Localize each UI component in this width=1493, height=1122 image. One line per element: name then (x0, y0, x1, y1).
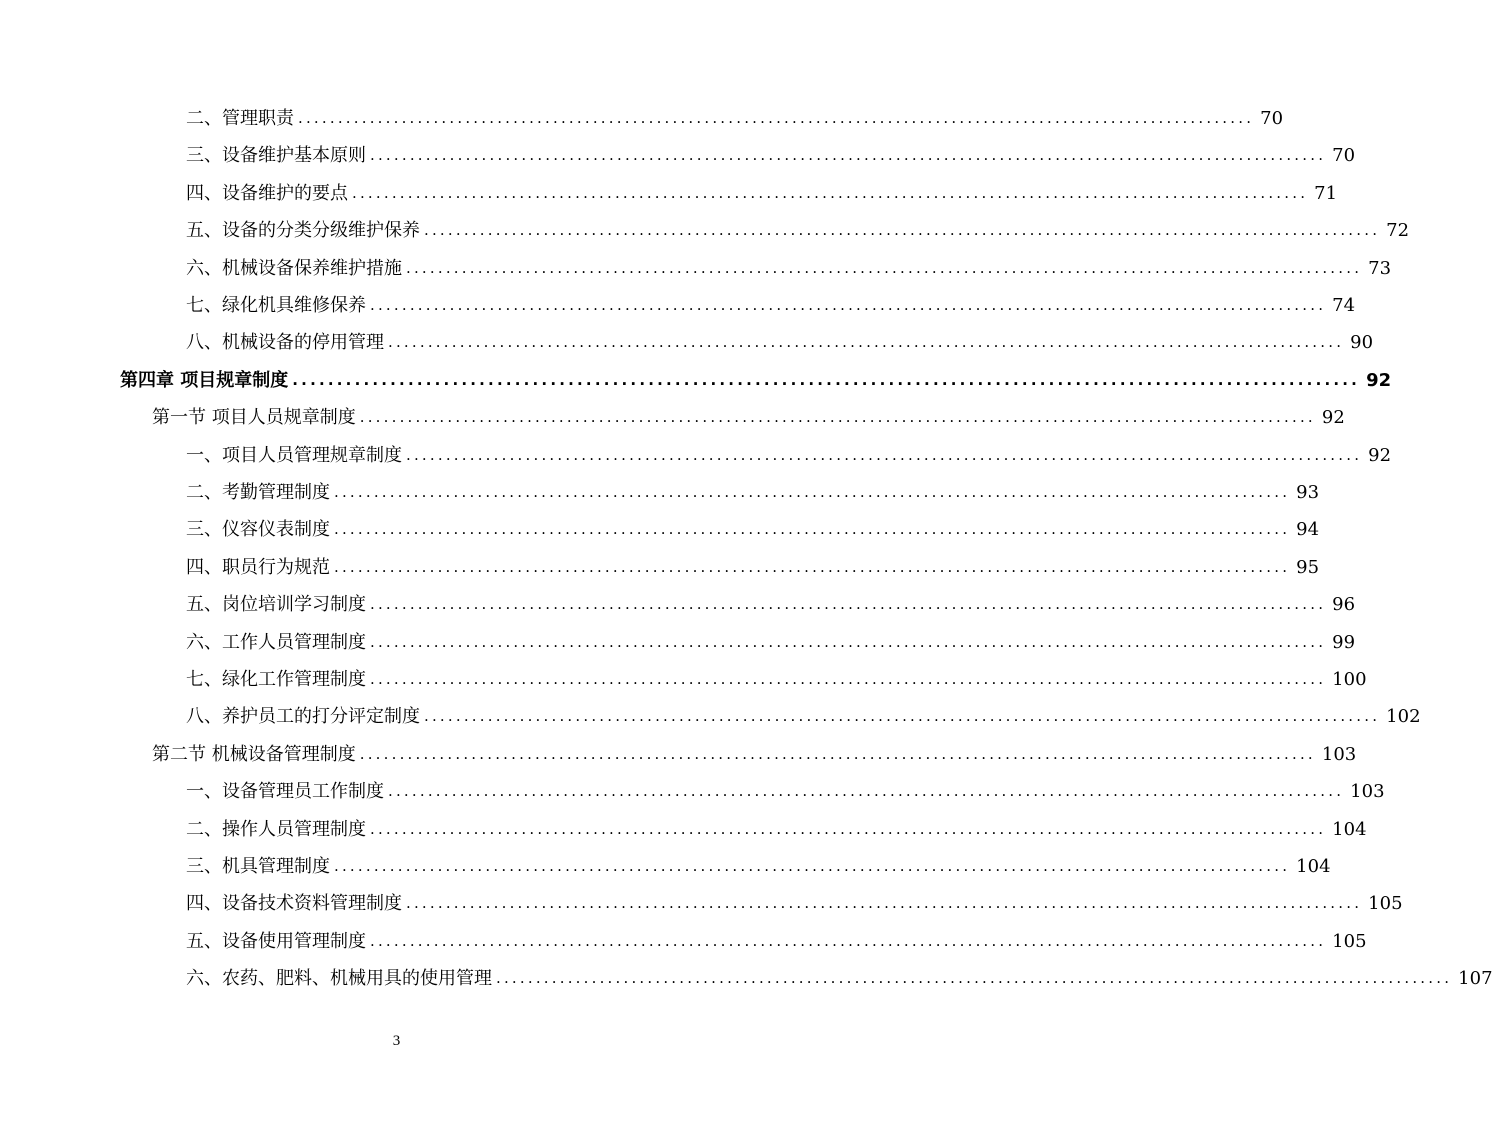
toc-entry-title: 二、考勤管理制度 (186, 482, 330, 503)
toc-entry-page: 103 (1321, 743, 1357, 765)
toc-item-entry[interactable] (186, 624, 1356, 661)
dot-leader: ........................................................................................................................ (424, 707, 1381, 726)
toc-entry-title: 八、机械设备的停用管理 (186, 332, 384, 354)
toc-item-entry[interactable] (186, 175, 1338, 212)
toc-entry-title: 五、设备使用管理制度 (186, 930, 366, 952)
toc-entry-title: 六、机械设备保养维护措施 (186, 257, 402, 279)
page-number: 3 (392, 1033, 401, 1049)
toc-item-entry[interactable] (186, 923, 1367, 960)
toc-entry-title: 四、设备维护的要点 (186, 182, 348, 204)
toc-entry-page: 105 (1368, 893, 1403, 915)
toc-entry-title: 三、机具管理制度 (186, 856, 330, 877)
dot-leader: ........................................................................................................................ (406, 894, 1363, 913)
toc-entry-title: 二、操作人员管理制度 (186, 818, 366, 840)
dot-leader: ........................................................................................................................ (334, 520, 1291, 539)
toc-entry-title: 四、职员行为规范 (186, 556, 330, 578)
dot-leader: ........................................................................................................................ (352, 183, 1309, 202)
toc-item-entry[interactable] (186, 100, 1284, 137)
toc-item-entry[interactable] (186, 324, 1374, 361)
toc-entry-title: 六、工作人员管理制度 (186, 631, 366, 653)
toc-item-entry[interactable] (186, 661, 1367, 698)
toc-entry-title: 一、设备管理员工作制度 (186, 781, 384, 803)
dot-leader: ........................................................................................................................ (406, 445, 1363, 464)
toc-entry-title: 一、项目人员管理规章制度 (186, 444, 402, 466)
toc-item-entry[interactable] (186, 811, 1367, 848)
dot-leader: ........................................................................................................................ (424, 221, 1381, 240)
toc-entry-title: 六、农药、肥料、机械用具的使用管理 (186, 968, 492, 990)
dot-leader: ........................................................................................................................ (298, 109, 1255, 127)
toc-item-entry[interactable] (186, 586, 1356, 623)
dot-leader: ........................................................................................................................ (334, 483, 1291, 501)
toc-entry-title: 八、养护员工的打分评定制度 (186, 706, 420, 728)
toc-item-entry[interactable] (186, 437, 1392, 474)
dot-leader: ........................................................................................................................ (370, 670, 1327, 688)
toc-entry-title: 三、设备维护基本原则 (186, 145, 366, 167)
toc-entry-title: 三、仪容仪表制度 (186, 519, 330, 541)
toc-entry-page: 71 (1314, 182, 1338, 204)
toc-entry-page: 90 (1350, 332, 1374, 354)
toc-section-entry[interactable] (152, 399, 1345, 436)
toc-entry-title: 五、岗位培训学习制度 (186, 594, 366, 616)
toc-entry-page: 104 (1332, 818, 1367, 840)
toc-entry-page: 94 (1296, 519, 1320, 541)
dot-leader: ........................................................................................................................ (334, 557, 1291, 576)
dot-leader: ........................................................................................................................ (334, 857, 1291, 875)
dot-leader: ........................................................................................................................ (359, 744, 1316, 763)
toc-entry-page: 92 (1368, 444, 1392, 466)
dot-leader: ........................................................................................................................ (388, 333, 1345, 352)
toc-item-entry[interactable] (186, 511, 1320, 548)
toc-entry-page: 102 (1386, 706, 1421, 728)
toc-entry-page: 103 (1350, 781, 1385, 803)
toc-item-entry[interactable] (186, 137, 1356, 174)
toc-item-entry[interactable] (186, 212, 1410, 249)
toc-entry-title: 七、绿化工作管理制度 (186, 669, 366, 690)
toc-entry-title: 四、设备技术资料管理制度 (186, 893, 402, 915)
dot-leader: ........................................................................................................................ (406, 258, 1363, 277)
toc-item-entry[interactable] (186, 250, 1392, 287)
dot-leader: ........................................................................................................................ (496, 969, 1453, 988)
toc-item-entry[interactable] (186, 848, 1331, 885)
toc-entry-page: 93 (1296, 482, 1320, 503)
toc-item-entry[interactable] (186, 960, 1493, 997)
toc-item-entry[interactable] (186, 549, 1320, 586)
toc-entry-page: 104 (1296, 856, 1331, 877)
toc-entry-page: 70 (1332, 145, 1356, 167)
toc-entry-page: 73 (1368, 257, 1392, 279)
dot-leader: ........................................................................................................................ (388, 782, 1345, 801)
toc-entry-page: 95 (1296, 556, 1320, 578)
toc-entry-page: 100 (1332, 669, 1367, 690)
toc-entry-page: 70 (1260, 108, 1284, 129)
toc-entry-page: 72 (1386, 220, 1410, 242)
toc-chapter-entry[interactable] (120, 362, 1392, 399)
toc-entry-page: 92 (1366, 369, 1392, 391)
dot-leader: ........................................................................................................................ (370, 931, 1327, 950)
toc-entry-title: 五、设备的分类分级维护保养 (186, 220, 420, 242)
toc-entry-page: 99 (1332, 631, 1356, 653)
toc-item-entry[interactable] (186, 773, 1385, 810)
toc-entry-title: 第一节 项目人员规章制度 (152, 407, 356, 429)
toc-entry-title: 二、管理职责 (186, 108, 294, 129)
dot-leader: ........................................................................................................................ (370, 296, 1327, 314)
dot-leader: ........................................................................................................................ (370, 146, 1327, 165)
toc-item-entry[interactable] (186, 885, 1403, 922)
toc-entry-page: 74 (1332, 295, 1356, 316)
toc-section-entry[interactable] (152, 736, 1357, 773)
toc-entry-title: 七、绿化机具维修保养 (186, 295, 366, 316)
dot-leader: ........................................................................................................................ (370, 819, 1327, 838)
dot-leader: ........................................................................................................................ (370, 595, 1327, 614)
toc-entry-page: 96 (1332, 594, 1356, 616)
toc-item-entry[interactable] (186, 474, 1320, 511)
dot-leader: ........................................................................................................................ (292, 370, 1361, 389)
toc-entry-title: 第二节 机械设备管理制度 (152, 743, 356, 765)
toc-item-entry[interactable] (186, 698, 1421, 735)
toc-entry-page: 105 (1332, 930, 1367, 952)
toc-entry-page: 92 (1321, 407, 1345, 429)
toc-entry-page: 107 (1458, 968, 1493, 990)
toc-item-entry[interactable] (186, 287, 1356, 324)
dot-leader: ........................................................................................................................ (370, 632, 1327, 651)
dot-leader: ........................................................................................................................ (359, 408, 1316, 427)
toc-entry-title: 第四章 项目规章制度 (120, 369, 289, 391)
